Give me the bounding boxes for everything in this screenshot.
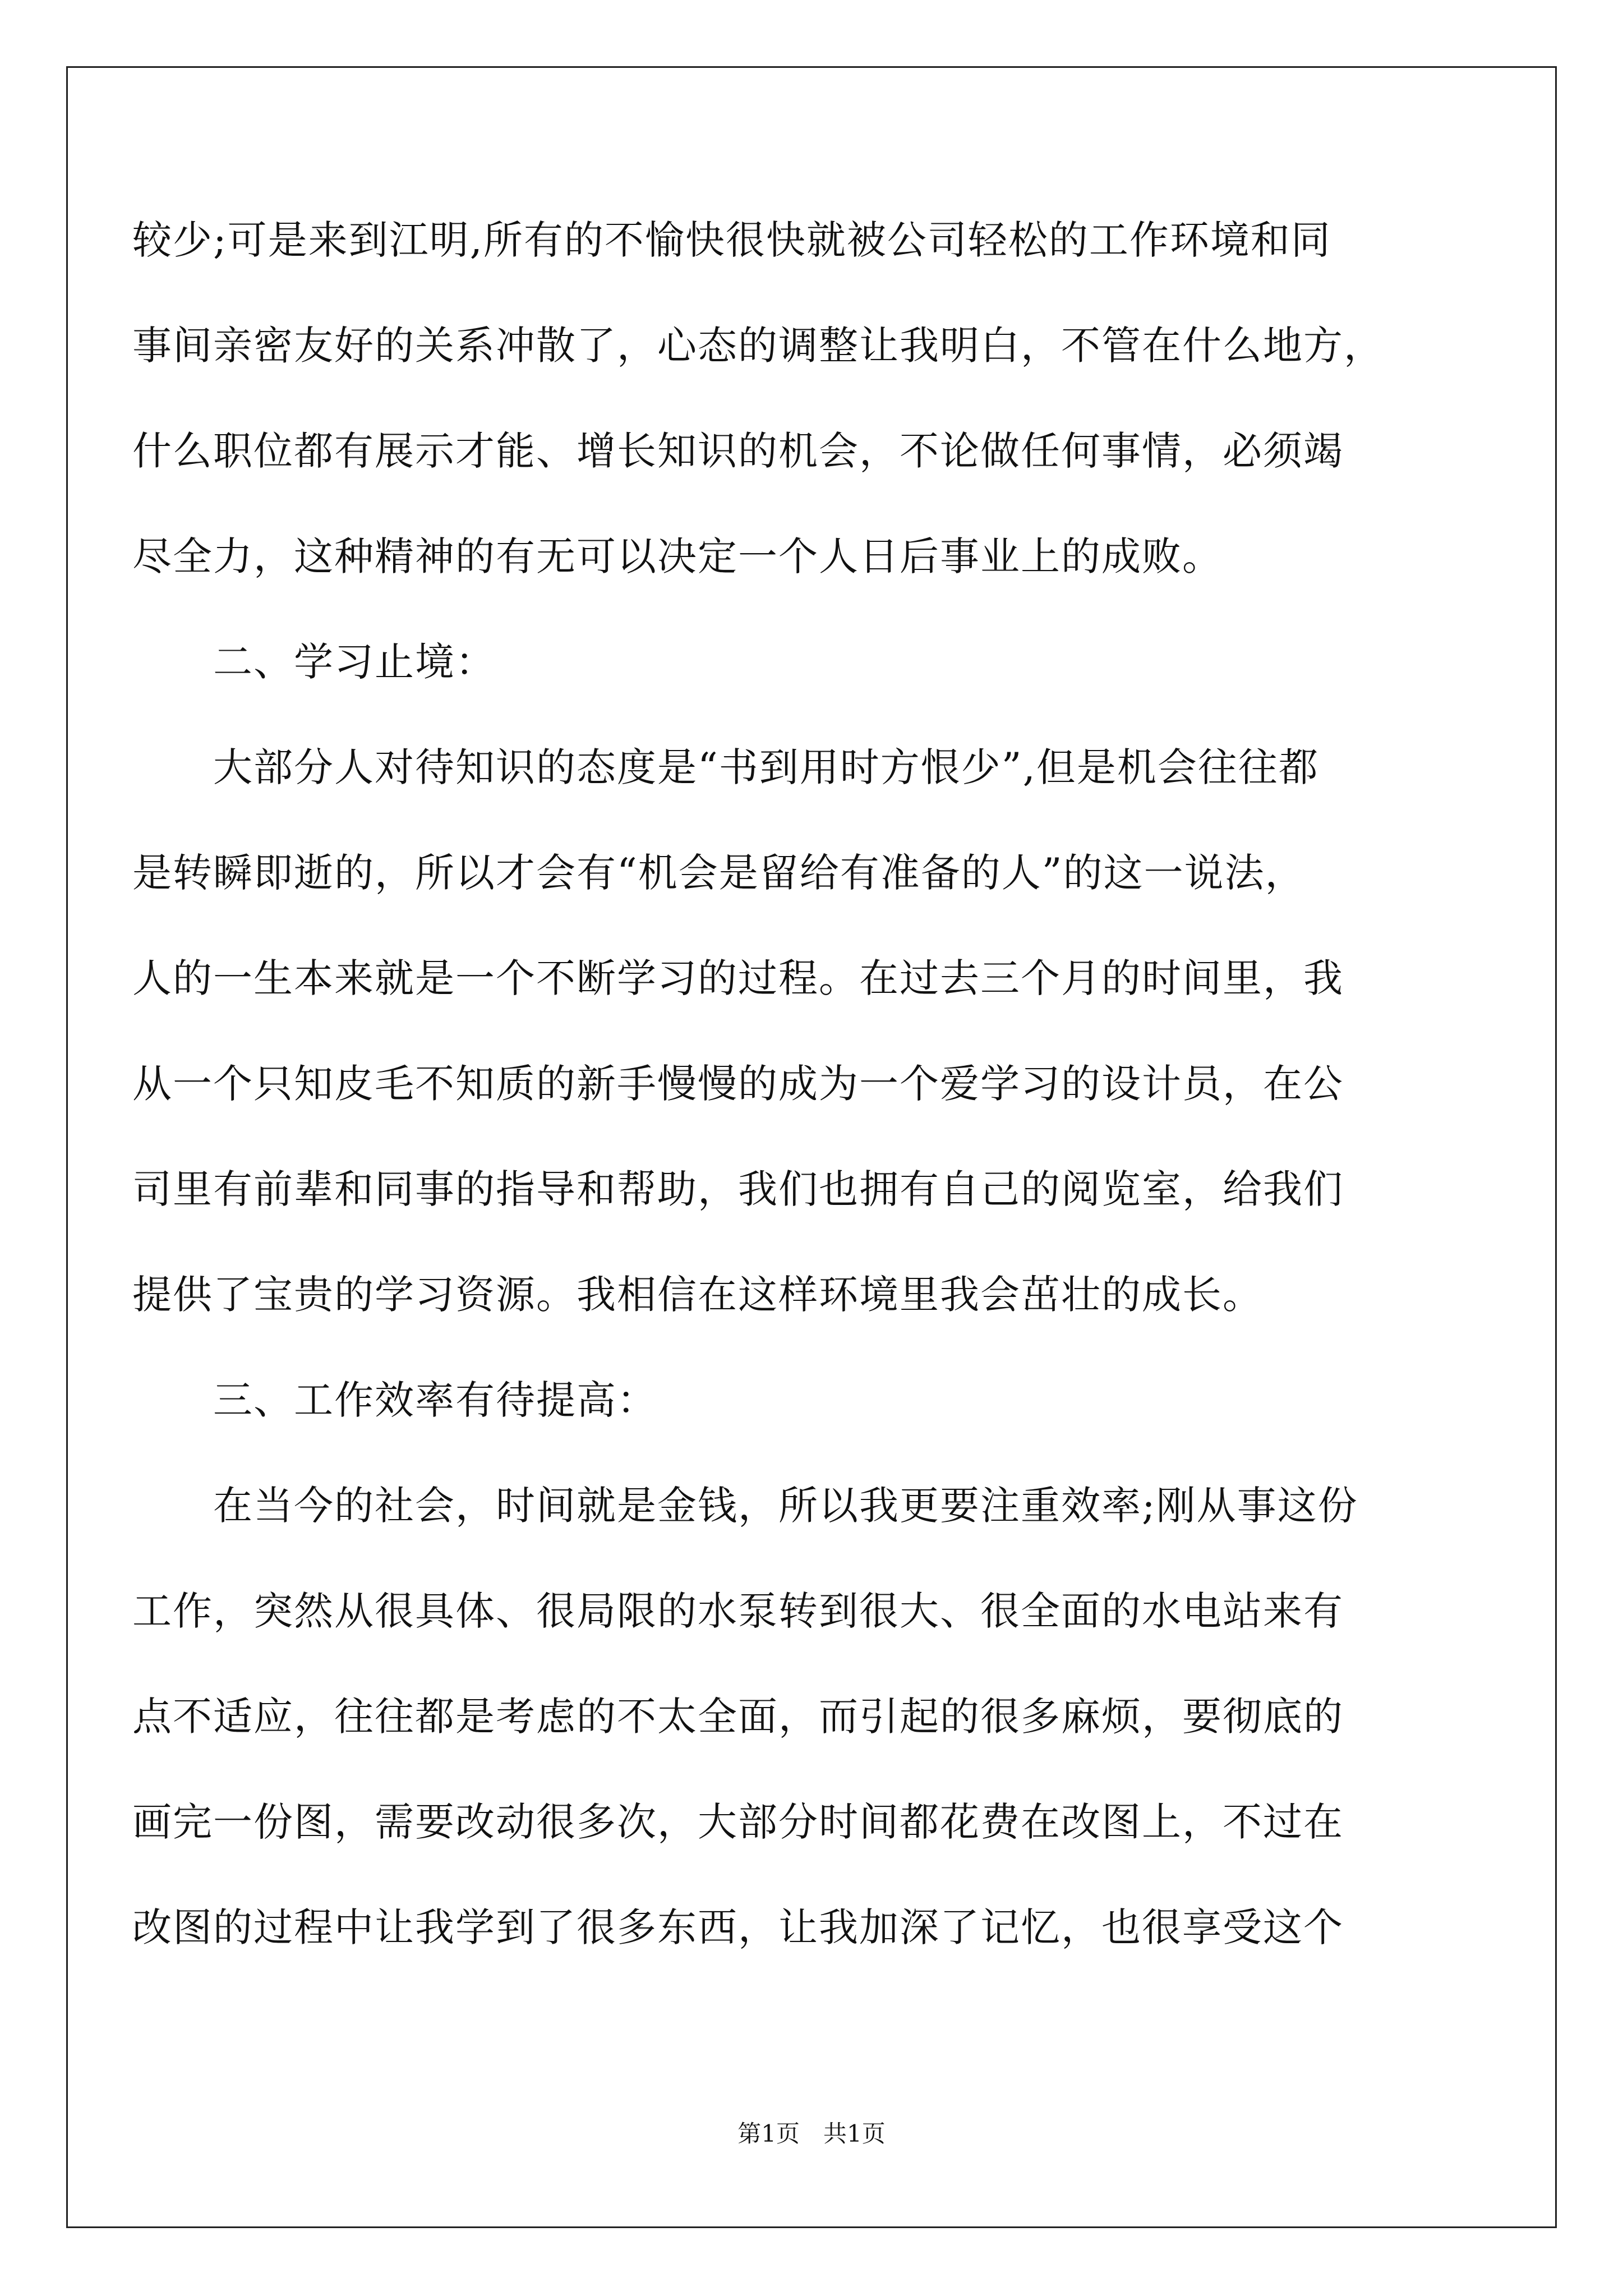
- section-heading: 二、学习止境：: [132, 639, 496, 685]
- text-line: 尽全力，这种精神的有无可以决定一个人日后事业上的成败。: [132, 533, 1223, 579]
- text-line: 从一个只知皮毛不知质的新手慢慢的成为一个爱学习的设计员，在公: [132, 1061, 1344, 1107]
- text-line: 较少;可是来到江明,所有的不愉快很快就被公司轻松的工作环境和同: [132, 217, 1331, 263]
- text-line: 工作，突然从很具体、很局限的水泵转到很大、很全面的水电站来有: [132, 1588, 1344, 1634]
- text-line: 在当今的社会，时间就是金钱，所以我更要注重效率;刚从事这份: [132, 1483, 1358, 1529]
- text-line: 事间亲密友好的关系冲散了，心态的调整让我明白，不管在什么地方，: [132, 323, 1384, 369]
- text-line: 点不适应，往往都是考虑的不太全面，而引起的很多麻烦，要彻底的: [132, 1694, 1344, 1740]
- text-line: 改图的过程中让我学到了很多东西，让我加深了记忆，也很享受这个: [132, 1904, 1344, 1950]
- section-heading: 三、工作效率有待提高：: [132, 1377, 657, 1423]
- text-line: 是转瞬即逝的，所以才会有“机会是留给有准备的人”的这一说法，: [132, 850, 1306, 896]
- text-line: 大部分人对待知识的态度是“书到用时方恨少”,但是机会往往都: [132, 744, 1319, 790]
- text-line: 提供了宝贵的学习资源。我相信在这样环境里我会茁壮的成长。: [132, 1272, 1263, 1318]
- text-line: 人的一生本来就是一个不断学习的过程。在过去三个月的时间里，我: [132, 955, 1344, 1001]
- text-line: 画完一份图，需要改动很多次，大部分时间都花费在改图上，不过在: [132, 1799, 1344, 1845]
- page-footer: 第1页 共1页: [737, 2120, 886, 2147]
- text-line: 什么职位都有展示才能、增长知识的机会，不论做任何事情，必须竭: [132, 428, 1344, 474]
- text-line: 司里有前辈和同事的指导和帮助，我们也拥有自己的阅览室，给我们: [132, 1166, 1344, 1212]
